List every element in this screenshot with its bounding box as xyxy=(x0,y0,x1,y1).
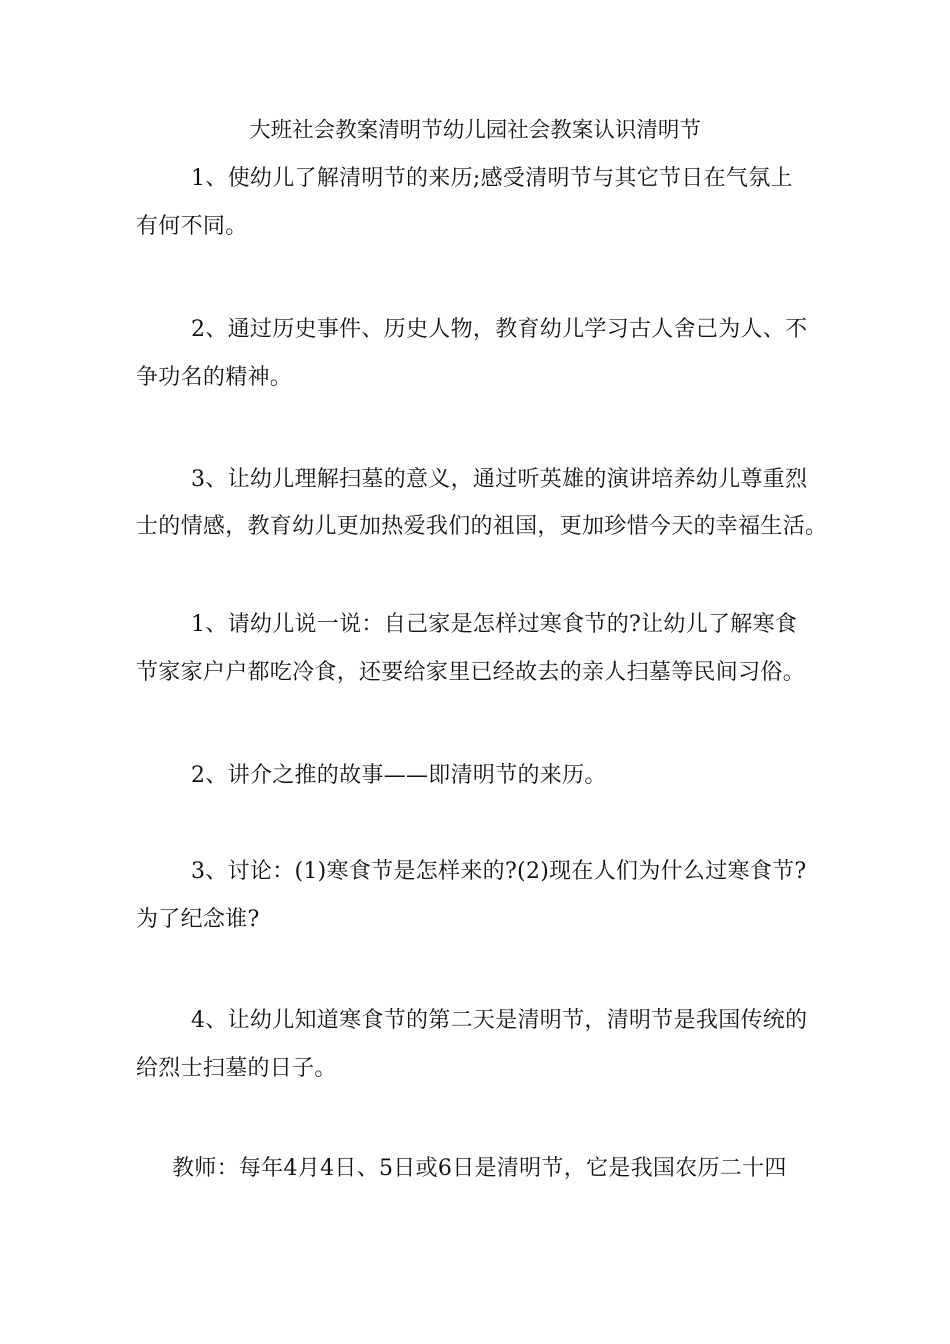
paragraph-6-line-1: 3、讨论：(1)寒食节是怎样来的?(2)现在人们为什么过寒食节? xyxy=(191,859,807,884)
paragraph-4-line-2: 节家家户户都吃冷食，还要给家里已经故去的亲人扫墓等民间习俗。 xyxy=(136,660,806,685)
paragraph-1-line-1: 1、使幼儿了解清明节的来历;感受清明节与其它节日在气氛上 xyxy=(191,166,793,191)
paragraph-8-line-1: 教师：每年4月4日、5日或6日是清明节，它是我国农历二十四 xyxy=(172,1156,787,1181)
paragraph-3-line-2: 士的情感，教育幼儿更加热爱我们的祖国，更加珍惜今天的幸福生活。 xyxy=(136,514,828,539)
paragraph-7-line-1: 4、让幼儿知道寒食节的第二天是清明节，清明节是我国传统的 xyxy=(191,1008,808,1033)
paragraph-5-line-1: 2、讲介之推的故事——即清明节的来历。 xyxy=(191,763,607,788)
paragraph-2-line-2: 争功名的精神。 xyxy=(136,365,293,390)
paragraph-2-line-1: 2、通过历史事件、历史人物，教育幼儿学习古人舍己为人、不 xyxy=(191,317,808,342)
paragraph-7-line-2: 给烈士扫墓的日子。 xyxy=(136,1056,337,1081)
paragraph-3-line-1: 3、让幼儿理解扫墓的意义，通过听英雄的演讲培养幼儿尊重烈 xyxy=(191,467,808,492)
paragraph-6-line-2: 为了纪念谁? xyxy=(136,907,260,932)
paragraph-4-line-1: 1、请幼儿说一说：自己家是怎样过寒食节的?让幼儿了解寒食 xyxy=(191,612,798,637)
document-title: 大班社会教案清明节幼儿园社会教案认识清明节 xyxy=(249,118,701,143)
paragraph-1-line-2: 有何不同。 xyxy=(136,214,248,239)
